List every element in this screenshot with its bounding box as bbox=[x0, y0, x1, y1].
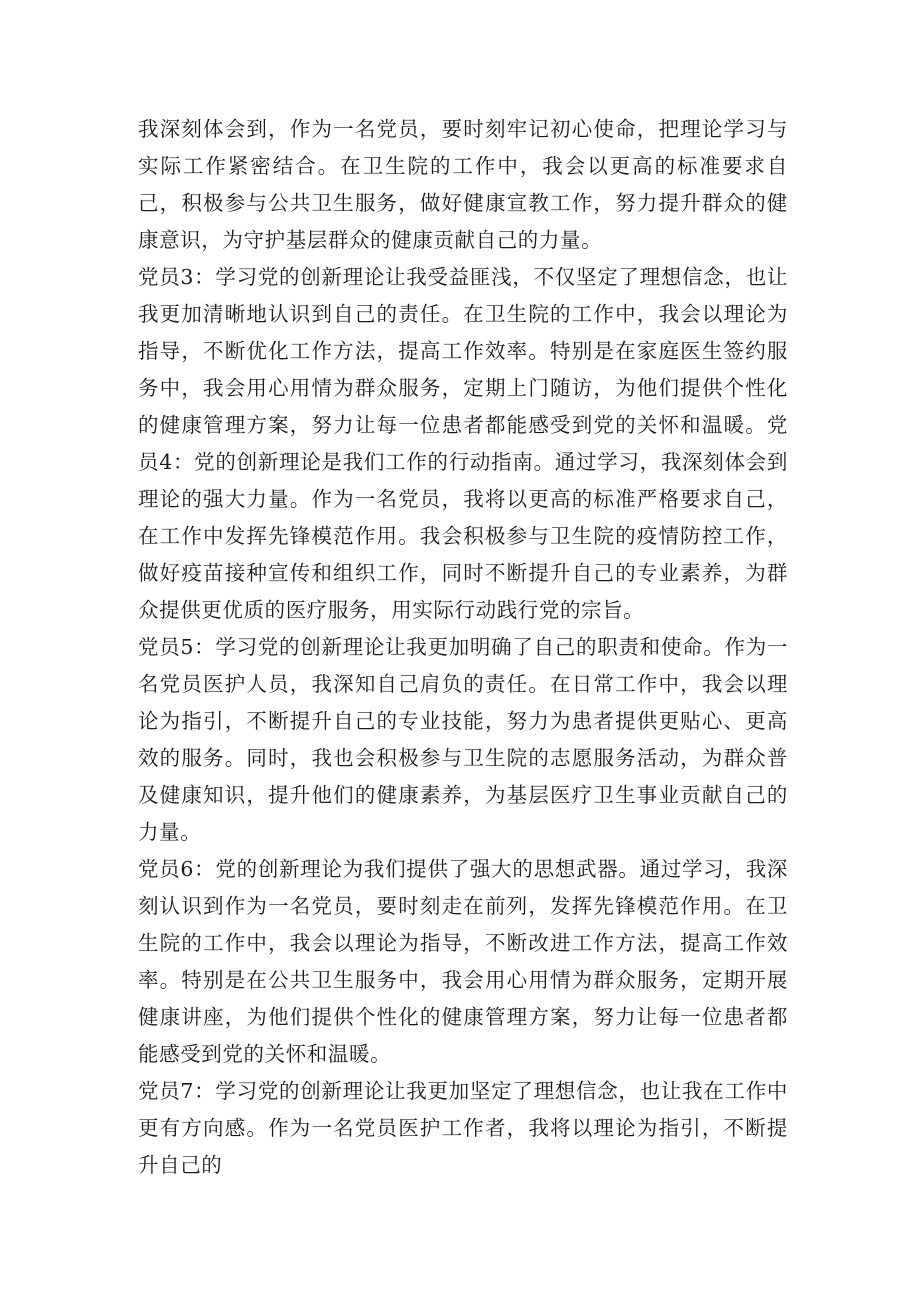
paragraph-2: 党员3：学习党的创新理论让我受益匪浅，不仅坚定了理想信念，也让我更加清晰地认识到自己的责任。在卫生院的工作中，我会以理论为指导，不断优化工作方法，提高工作效率。特别是在家庭医生签约服务中，我会用心用情为群众服务，定期上门随访，为他们提供个性化的健康管理方案，努力让每一位患者都能感受到党的关怀和温暖。党员4：党的创新理论是我们工作的行动指南。通过学习，我深刻体会到理论的强大力量。作为一名党员，我将以更高的标准严格要求自己，在工作中发挥先锋模范作用。我会积极参与卫生院的疫情防控工作，做好疫苗接种宣传和组织工作，同时不断提升自己的专业素养，为群众提供更优质的医疗服务，用实际行动践行党的宗旨。 bbox=[138, 265, 788, 622]
paragraph-5: 党员7：学习党的创新理论让我更加坚定了理想信念，也让我在工作中更有方向感。作为一名党员医护工作者，我将以理论为指引，不断提升自己的 bbox=[138, 1079, 788, 1177]
paragraph-1: 我深刻体会到，作为一名党员，要时刻牢记初心使命，把理论学习与实际工作紧密结合。在卫生院的工作中，我会以更高的标准要求自己，积极参与公共卫生服务，做好健康宣教工作，努力提升群众的健康意识，为守护基层群众的健康贡献自己的力量。 bbox=[138, 117, 788, 252]
paragraph-4: 党员6：党的创新理论为我们提供了强大的思想武器。通过学习，我深刻认识到作为一名党员，要时刻走在前列，发挥先锋模范作用。在卫生院的工作中，我会以理论为指导，不断改进工作方法，提高工作效率。特别是在公共卫生服务中，我会用心用情为群众服务，定期开展健康讲座，为他们提供个性化的健康管理方案，努力让每一位患者都能感受到党的关怀和温暖。 bbox=[138, 857, 788, 1066]
paragraph-3: 党员5：学习党的创新理论让我更加明确了自己的职责和使命。作为一名党员医护人员，我深知自己肩负的责任。在日常工作中，我会以理论为指引，不断提升自己的专业技能，努力为患者提供更贴心、更高效的服务。同时，我也会积极参与卫生院的志愿服务活动，为群众普及健康知识，提升他们的健康素养，为基层医疗卫生事业贡献自己的力量。 bbox=[138, 635, 788, 844]
document-body bbox=[138, 111, 788, 1184]
